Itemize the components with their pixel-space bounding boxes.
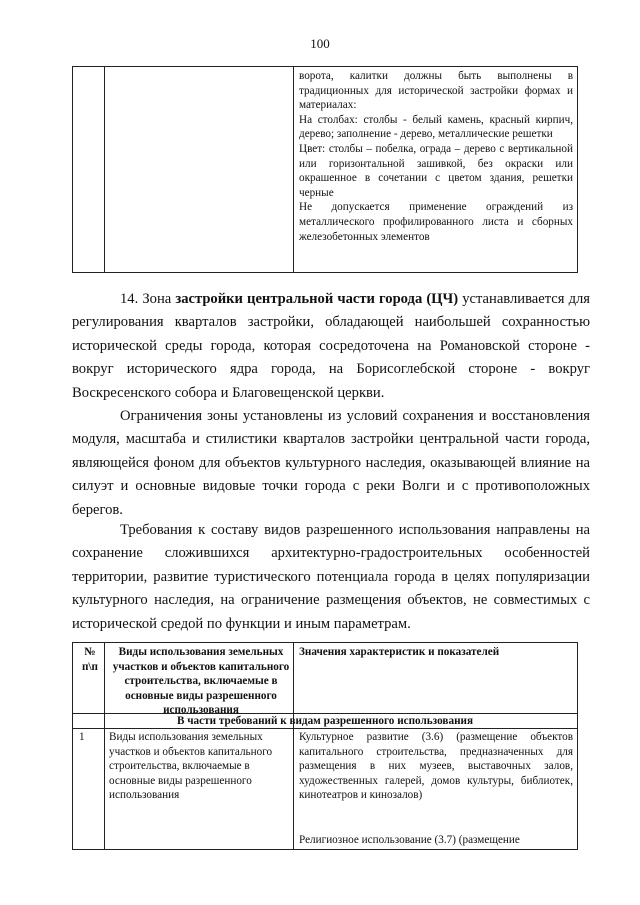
header-kind: Виды использования земельных участков и объектов капитального строительства, включаемые в основные виды разрешенного использования [112, 646, 290, 717]
header-value: Значения характеристик и показателей [299, 646, 500, 658]
table-cell-value [299, 69, 573, 244]
section-lead: 14. Зона [120, 291, 176, 307]
section-rest: устанавливается для регулирования кварталов застройки, обладающей наибольшей сохранностью исторической среды города, которая сосредоточена на Романовской стороне - вокруг исторического ядра города, на Борисоглебской стороне - вокруг Воскресенского собора и Благовещенской церкви. [72, 291, 590, 401]
land-use-table [72, 642, 578, 850]
page-number: 100 [310, 36, 330, 51]
row-number: 1 [79, 731, 85, 743]
table-paragraph: Не допускается применение ограждений из металлического профилированного листа и сборных железобетонных элементов [299, 201, 573, 243]
table-section-heading: В части требований к видам разрешенного использования [176, 715, 474, 727]
requirements-text: Требования к составу видов разрешенного использования направлены на сохранение сложившихся архитектурно-градостроительных особенностей территории, развитие туристического потенциала города в целях популяризации культурного наследия, на ограничение размещения объектов, не совместимых с исторической средой по функции и иным параметрам. [72, 522, 590, 632]
table-paragraph: ворота, калитки должны быть выполнены в традиционных для исторической застройки формах и материалах: [299, 70, 573, 112]
restrictions-text: Ограничения зоны установлены из условий сохранения и восстановления модуля, масштаба и стилистики кварталов застройки центральной части города, являющейся фоном для объектов культурного наследия, оказывающей влияние на силуэт и основные видовые точки города с реки Волги и с противоположных берегов. [72, 408, 590, 518]
table-paragraph: На столбах: столбы - белый камень, красный кирпич, дерево; заполнение - дерево, металлические решетки [299, 113, 573, 141]
zone-name: застройки центральной части города (ЦЧ) [175, 291, 459, 307]
requirements-paragraph [72, 519, 590, 636]
section-14-paragraph [72, 288, 590, 405]
table-divider [104, 643, 105, 849]
continued-table [72, 66, 578, 273]
header-number: № п\п [81, 646, 98, 673]
table-divider [293, 643, 294, 849]
row-kind: Виды использования земельных участков и объектов капитального строительства, включаемые в основные виды разрешенного использования [109, 731, 273, 802]
table-paragraph: Цвет: столбы – побелка, ограда – дерево с вертикальной или горизонтальной зашивкой, без окраски или окрашенное в сочетании с цветом здания, решетки черные [299, 142, 573, 199]
row-value: Культурное развитие (3.6) (размещение объектов капитального строительства, предназначенных для размещения в них музеев, выставочных залов, художественных галерей, домов культуры, библиотек, кинотеатров и кинозалов) [299, 731, 573, 802]
row-value-continued: Религиозное использование (3.7) (размещение [299, 834, 520, 846]
restrictions-paragraph [72, 405, 590, 522]
table-cell-number [73, 67, 105, 272]
table-cell-kind [104, 67, 294, 272]
